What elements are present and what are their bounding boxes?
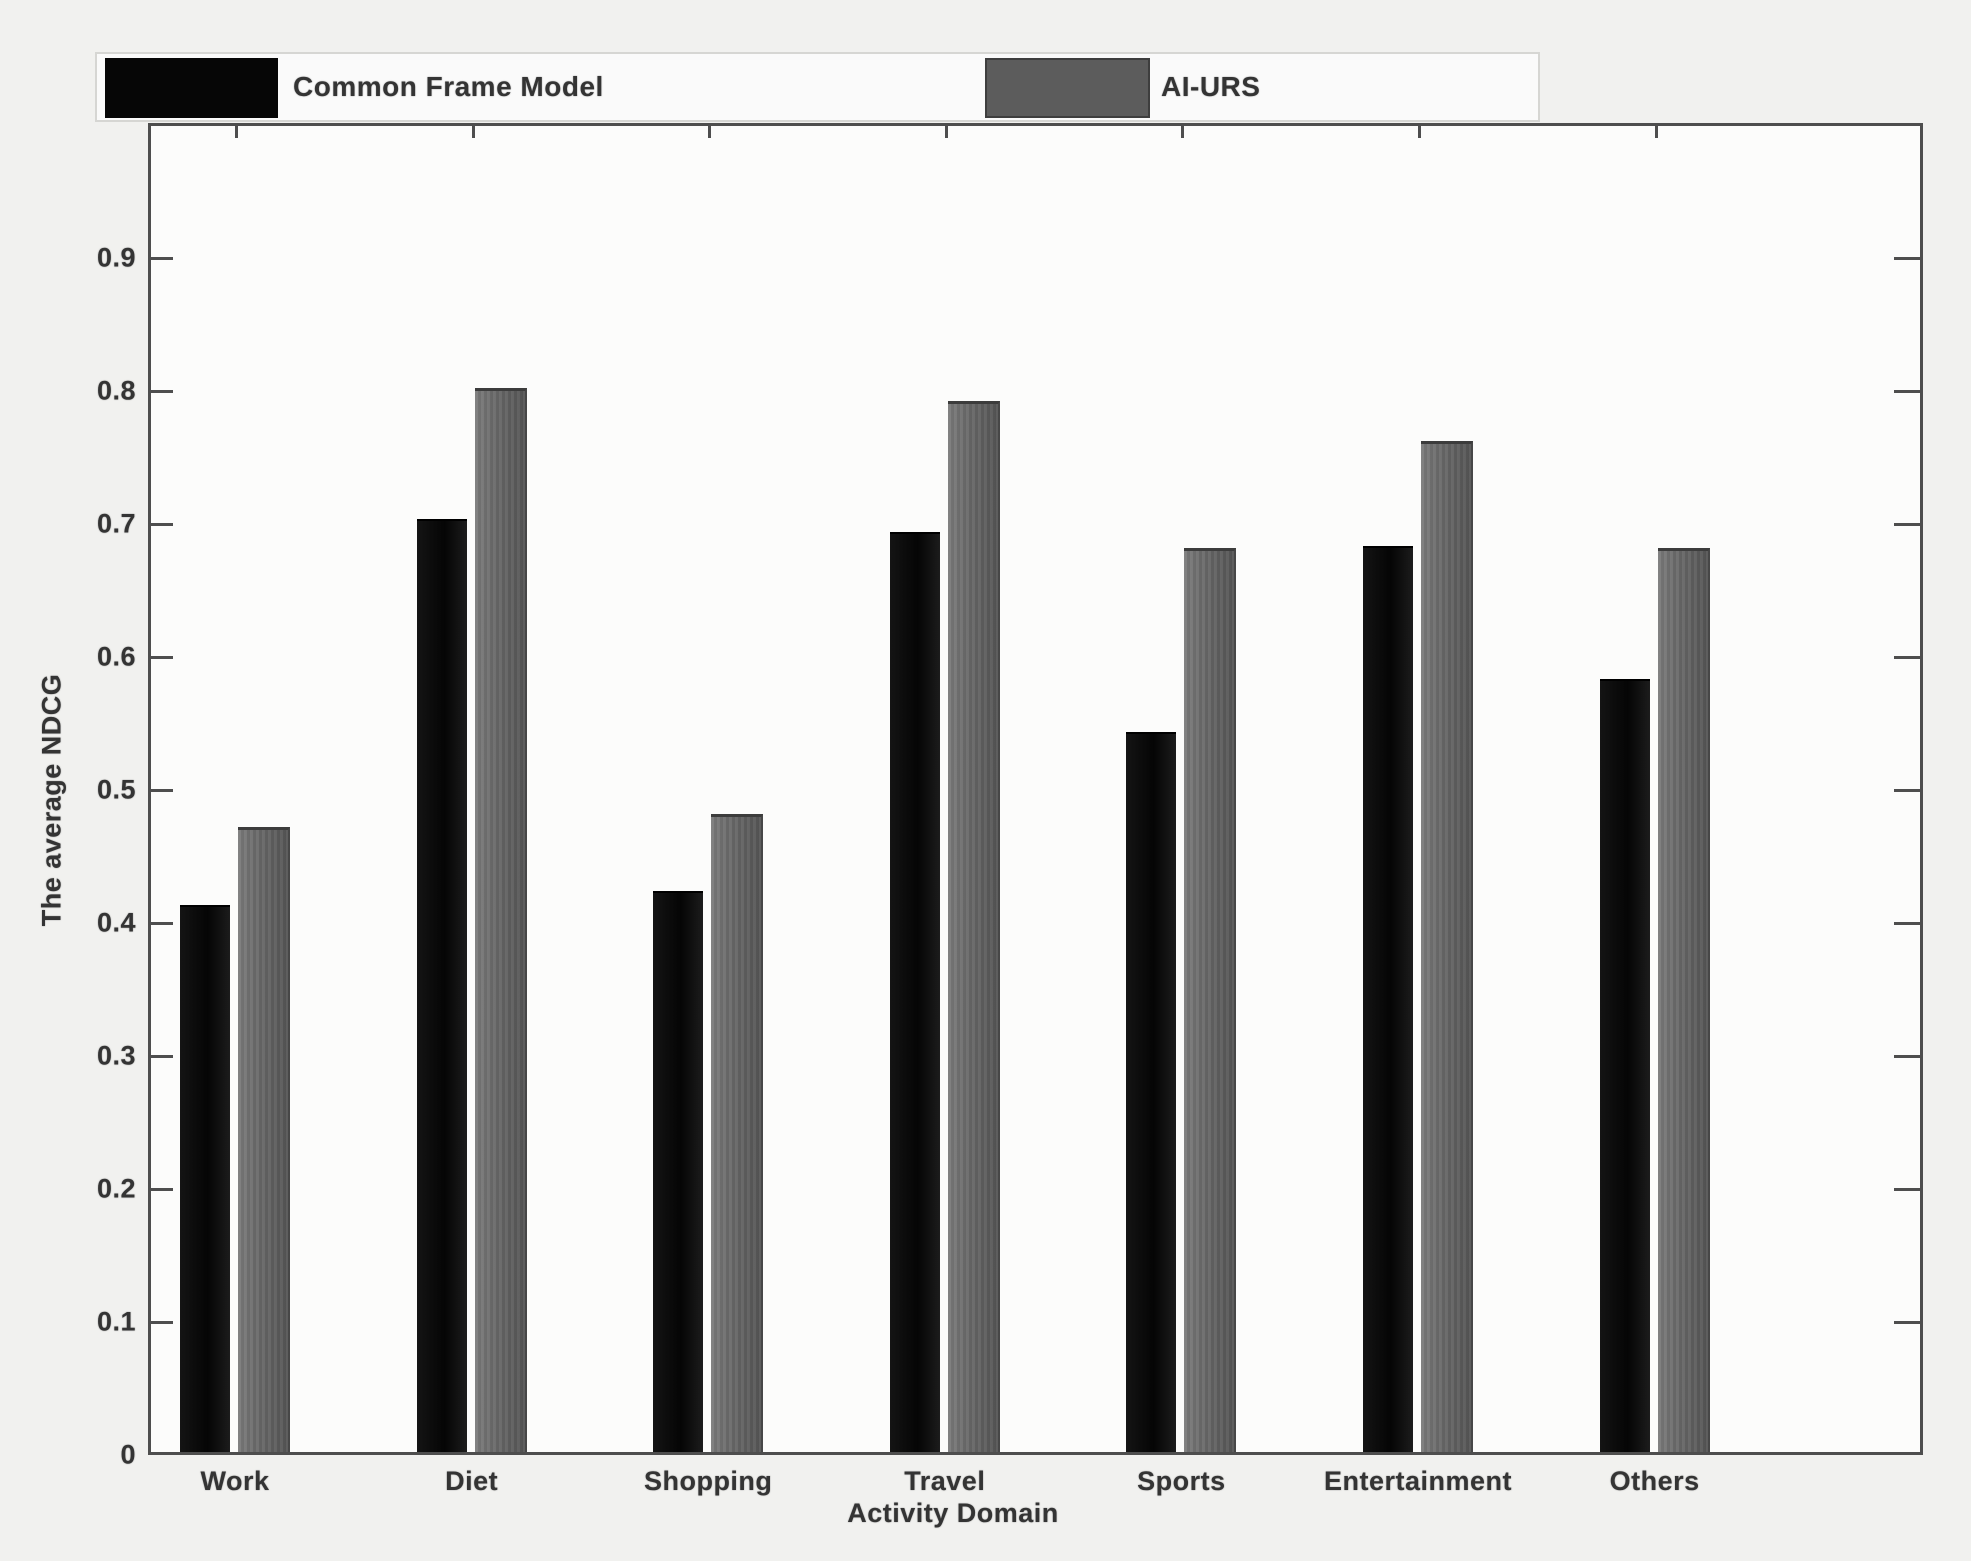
y-tick-label: 0.3 [96,1040,136,1071]
y-tick-label: 0 [120,1439,136,1470]
y-tick-label: 0.8 [96,375,136,406]
y-tick-mark-right [1894,1188,1920,1191]
x-tick-mark [1418,123,1421,138]
x-category-label-others: Others [1609,1466,1700,1496]
y-tick-mark-right [1894,789,1920,792]
bar-sports-ai-urs [1184,548,1236,1452]
legend-label-ai-urs: AI-URS [1161,71,1261,102]
x-category-label-shopping: Shopping [643,1466,773,1496]
plot-area [148,123,1923,1455]
y-tick-mark-left [151,656,173,659]
y-tick-label: 0.7 [96,508,136,539]
y-tick-mark-left [151,1321,173,1324]
bar-others-common-frame-model [1600,679,1650,1452]
bar-diet-common-frame-model [417,519,467,1452]
y-tick-mark-right [1894,390,1920,393]
bar-work-ai-urs [238,827,290,1452]
y-tick-mark-left [151,1055,173,1058]
y-tick-mark-right [1894,1321,1920,1324]
bar-entertainment-common-frame-model [1363,546,1413,1452]
legend [95,52,1540,122]
legend-swatch-common-frame-model [105,58,278,118]
x-category-label-diet: Diet [445,1466,499,1496]
y-tick-label: 0.9 [96,242,136,273]
y-tick-mark-left [151,390,173,393]
y-tick-mark-left [151,1188,173,1191]
y-tick-label: 0.6 [96,641,136,672]
bar-travel-ai-urs [948,401,1000,1452]
legend-swatch-ai-urs [985,58,1150,118]
bar-work-common-frame-model [180,905,230,1452]
y-tick-label: 0.2 [96,1173,136,1204]
y-tick-mark-right [1894,656,1920,659]
bar-sports-common-frame-model [1126,732,1176,1452]
x-tick-mark [1181,123,1184,138]
bar-travel-common-frame-model [890,532,940,1452]
x-tick-mark [708,123,711,138]
x-tick-mark [1655,123,1658,138]
y-axis-title: The average NDCG [36,673,67,927]
bar-entertainment-ai-urs [1421,441,1473,1452]
y-tick-mark-left [151,922,173,925]
x-category-label-travel: Travel [904,1466,986,1496]
x-axis-title: Activity Domain [847,1498,1059,1528]
y-tick-mark-right [1894,1055,1920,1058]
y-tick-mark-right [1894,523,1920,526]
legend-label-common-frame-model: Common Frame Model [293,71,604,102]
bar-others-ai-urs [1658,548,1710,1452]
x-category-label-work: Work [200,1466,270,1496]
x-tick-mark [472,123,475,138]
y-tick-mark-left [151,257,173,260]
bar-shopping-common-frame-model [653,891,703,1452]
y-tick-mark-left [151,789,173,792]
x-category-label-sports: Sports [1137,1466,1226,1496]
x-category-label-entertainment: Entertainment [1323,1466,1513,1496]
y-tick-label: 0.5 [96,774,136,805]
y-tick-mark-left [151,523,173,526]
y-tick-mark-right [1894,257,1920,260]
bar-diet-ai-urs [475,388,527,1452]
bar-shopping-ai-urs [711,814,763,1452]
y-tick-label: 0.4 [96,907,136,938]
y-tick-mark-right [1894,922,1920,925]
x-tick-mark [235,123,238,138]
x-tick-mark [945,123,948,138]
y-tick-label: 0.1 [96,1306,136,1337]
